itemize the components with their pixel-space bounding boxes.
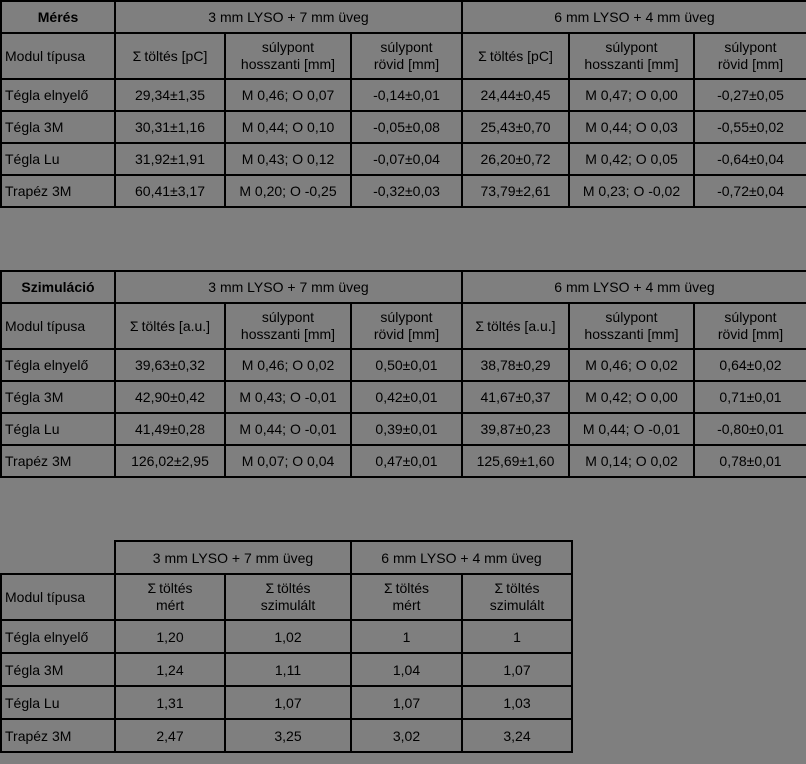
data-cell: 0,64±0,02 <box>694 349 806 381</box>
data-cell: 1 <box>351 620 462 653</box>
data-cell: 3,25 <box>225 719 351 752</box>
data-cell: 1,31 <box>115 686 225 719</box>
col-charge: Σ töltés [a.u.] <box>115 303 225 349</box>
data-cell: M 0,14; O 0,02 <box>569 445 694 477</box>
simulation-group-header-row <box>1 271 806 303</box>
sum-symbol: Σ <box>383 580 393 596</box>
data-cell: 1,20 <box>115 620 225 653</box>
simulation-table-title: Szimuláció <box>1 271 115 303</box>
table-row <box>1 445 806 477</box>
data-cell: 1,03 <box>462 686 572 719</box>
charge-comparison-table <box>0 540 573 753</box>
module-type-cell: Tégla elnyelő <box>1 79 115 111</box>
col-centroid-longitudinal: súlypont hosszanti [mm] <box>569 33 694 79</box>
col-module-type: Modul típusa <box>1 33 115 79</box>
data-cell: M 0,43; O 0,12 <box>225 143 351 175</box>
sum-symbol: Σ <box>265 580 275 596</box>
measurement-group-header-row <box>1 1 806 33</box>
data-cell: 126,02±2,95 <box>115 445 225 477</box>
module-type-cell: Trapéz 3M <box>1 445 115 477</box>
module-type-cell: Tégla 3M <box>1 381 115 413</box>
data-cell: M 0,47; O 0,00 <box>569 79 694 111</box>
data-cell: M 0,42; O 0,00 <box>569 381 694 413</box>
data-cell: 0,42±0,01 <box>351 381 462 413</box>
data-cell: 24,44±0,45 <box>462 79 569 111</box>
data-cell: M 0,46; O 0,02 <box>225 349 351 381</box>
module-type-cell: Tégla Lu <box>1 686 115 719</box>
table-row <box>1 381 806 413</box>
table-row <box>1 686 572 719</box>
data-cell: 1,24 <box>115 653 225 686</box>
col-charge-measured: Σ töltés mért <box>351 574 462 620</box>
sum-symbol: Σ <box>129 317 139 334</box>
data-cell: M 0,46; O 0,07 <box>225 79 351 111</box>
table-row <box>1 79 806 111</box>
data-cell: M 0,44; O -0,01 <box>569 413 694 445</box>
module-type-cell: Tégla 3M <box>1 653 115 686</box>
sum-symbol: Σ <box>494 580 504 596</box>
data-cell: 0,71±0,01 <box>694 381 806 413</box>
col-module-type: Modul típusa <box>1 303 115 349</box>
data-cell: 60,41±3,17 <box>115 175 225 207</box>
data-cell: 1,07 <box>462 653 572 686</box>
empty-corner-cell <box>1 541 115 574</box>
group-header-6mm: 6 mm LYSO + 4 mm üveg <box>462 271 806 303</box>
data-cell: M 0,20; O -0,25 <box>225 175 351 207</box>
module-type-cell: Tégla elnyelő <box>1 349 115 381</box>
data-cell: -0,14±0,01 <box>351 79 462 111</box>
data-cell: 31,92±1,91 <box>115 143 225 175</box>
data-cell: 41,67±0,37 <box>462 381 569 413</box>
group-header-6mm: 6 mm LYSO + 4 mm üveg <box>351 541 572 574</box>
data-cell: -0,05±0,08 <box>351 111 462 143</box>
col-charge: Σ töltés [pC] <box>462 33 569 79</box>
col-charge: Σ töltés [a.u.] <box>462 303 569 349</box>
data-cell: M 0,44; O 0,03 <box>569 111 694 143</box>
data-cell: -0,27±0,05 <box>694 79 806 111</box>
data-cell: -0,64±0,04 <box>694 143 806 175</box>
module-type-cell: Tégla Lu <box>1 413 115 445</box>
col-centroid-longitudinal: súlypont hosszanti [mm] <box>225 303 351 349</box>
module-type-cell: Tégla Lu <box>1 143 115 175</box>
col-centroid-short: súlypont rövid [mm] <box>694 33 806 79</box>
group-header-6mm: 6 mm LYSO + 4 mm üveg <box>462 1 806 33</box>
simulation-table <box>0 270 806 478</box>
table-row <box>1 175 806 207</box>
data-cell: M 0,44; O -0,01 <box>225 413 351 445</box>
data-cell: -0,32±0,03 <box>351 175 462 207</box>
data-cell: -0,72±0,04 <box>694 175 806 207</box>
data-cell: 0,47±0,01 <box>351 445 462 477</box>
data-cell: 3,24 <box>462 719 572 752</box>
data-cell: -0,80±0,01 <box>694 413 806 445</box>
col-charge: Σ töltés [pC] <box>115 33 225 79</box>
data-cell: 1 <box>462 620 572 653</box>
comparison-column-header-row <box>1 574 572 620</box>
col-module-type: Modul típusa <box>1 574 115 620</box>
comparison-group-header-row <box>1 541 572 574</box>
data-cell: M 0,07; O 0,04 <box>225 445 351 477</box>
measurement-table <box>0 0 806 208</box>
sum-symbol: Σ <box>478 47 487 64</box>
col-charge-measured: Σ töltés mért <box>115 574 225 620</box>
table-row <box>1 143 806 175</box>
table-row <box>1 349 806 381</box>
group-header-3mm: 3 mm LYSO + 7 mm üveg <box>115 1 462 33</box>
data-cell: 1,07 <box>351 686 462 719</box>
data-cell: 3,02 <box>351 719 462 752</box>
data-cell: 39,63±0,32 <box>115 349 225 381</box>
data-cell: 1,04 <box>351 653 462 686</box>
sum-symbol: Σ <box>132 47 142 64</box>
sum-symbol: Σ <box>475 317 485 334</box>
group-header-3mm: 3 mm LYSO + 7 mm üveg <box>115 271 462 303</box>
data-cell: -0,07±0,04 <box>351 143 462 175</box>
module-type-cell: Trapéz 3M <box>1 719 115 752</box>
data-cell: 29,34±1,35 <box>115 79 225 111</box>
col-charge-simulated: Σ töltés szimulált <box>225 574 351 620</box>
data-cell: 1,07 <box>225 686 351 719</box>
data-cell: 2,47 <box>115 719 225 752</box>
data-cell: 42,90±0,42 <box>115 381 225 413</box>
col-centroid-longitudinal: súlypont hosszanti [mm] <box>569 303 694 349</box>
col-centroid-short: súlypont rövid [mm] <box>351 303 462 349</box>
data-cell: -0,55±0,02 <box>694 111 806 143</box>
measurement-column-header-row <box>1 33 806 79</box>
col-centroid-short: súlypont rövid [mm] <box>694 303 806 349</box>
table-row <box>1 719 572 752</box>
data-cell: 73,79±2,61 <box>462 175 569 207</box>
data-cell: M 0,46; O 0,02 <box>569 349 694 381</box>
data-cell: 26,20±0,72 <box>462 143 569 175</box>
data-cell: 125,69±1,60 <box>462 445 569 477</box>
simulation-column-header-row <box>1 303 806 349</box>
col-centroid-longitudinal: súlypont hosszanti [mm] <box>225 33 351 79</box>
col-centroid-short: súlypont rövid [mm] <box>351 33 462 79</box>
table-row <box>1 111 806 143</box>
group-header-3mm: 3 mm LYSO + 7 mm üveg <box>115 541 351 574</box>
module-type-cell: Tégla 3M <box>1 111 115 143</box>
table-row <box>1 413 806 445</box>
data-cell: 41,49±0,28 <box>115 413 225 445</box>
data-cell: M 0,42; O 0,05 <box>569 143 694 175</box>
data-cell: M 0,44; O 0,10 <box>225 111 351 143</box>
table-row <box>1 653 572 686</box>
data-cell: 0,39±0,01 <box>351 413 462 445</box>
data-cell: 0,78±0,01 <box>694 445 806 477</box>
data-cell: 25,43±0,70 <box>462 111 569 143</box>
data-cell: 1,11 <box>225 653 351 686</box>
data-cell: M 0,23; O -0,02 <box>569 175 694 207</box>
data-cell: 38,78±0,29 <box>462 349 569 381</box>
data-cell: 30,31±1,16 <box>115 111 225 143</box>
col-charge-simulated: Σ töltés szimulált <box>462 574 572 620</box>
module-type-cell: Trapéz 3M <box>1 175 115 207</box>
data-cell: 0,50±0,01 <box>351 349 462 381</box>
measurement-table-title: Mérés <box>1 1 115 33</box>
data-cell: 39,87±0,23 <box>462 413 569 445</box>
table-row <box>1 620 572 653</box>
data-cell: M 0,43; O -0,01 <box>225 381 351 413</box>
module-type-cell: Tégla elnyelő <box>1 620 115 653</box>
data-cell: 1,02 <box>225 620 351 653</box>
sum-symbol: Σ <box>147 580 157 596</box>
